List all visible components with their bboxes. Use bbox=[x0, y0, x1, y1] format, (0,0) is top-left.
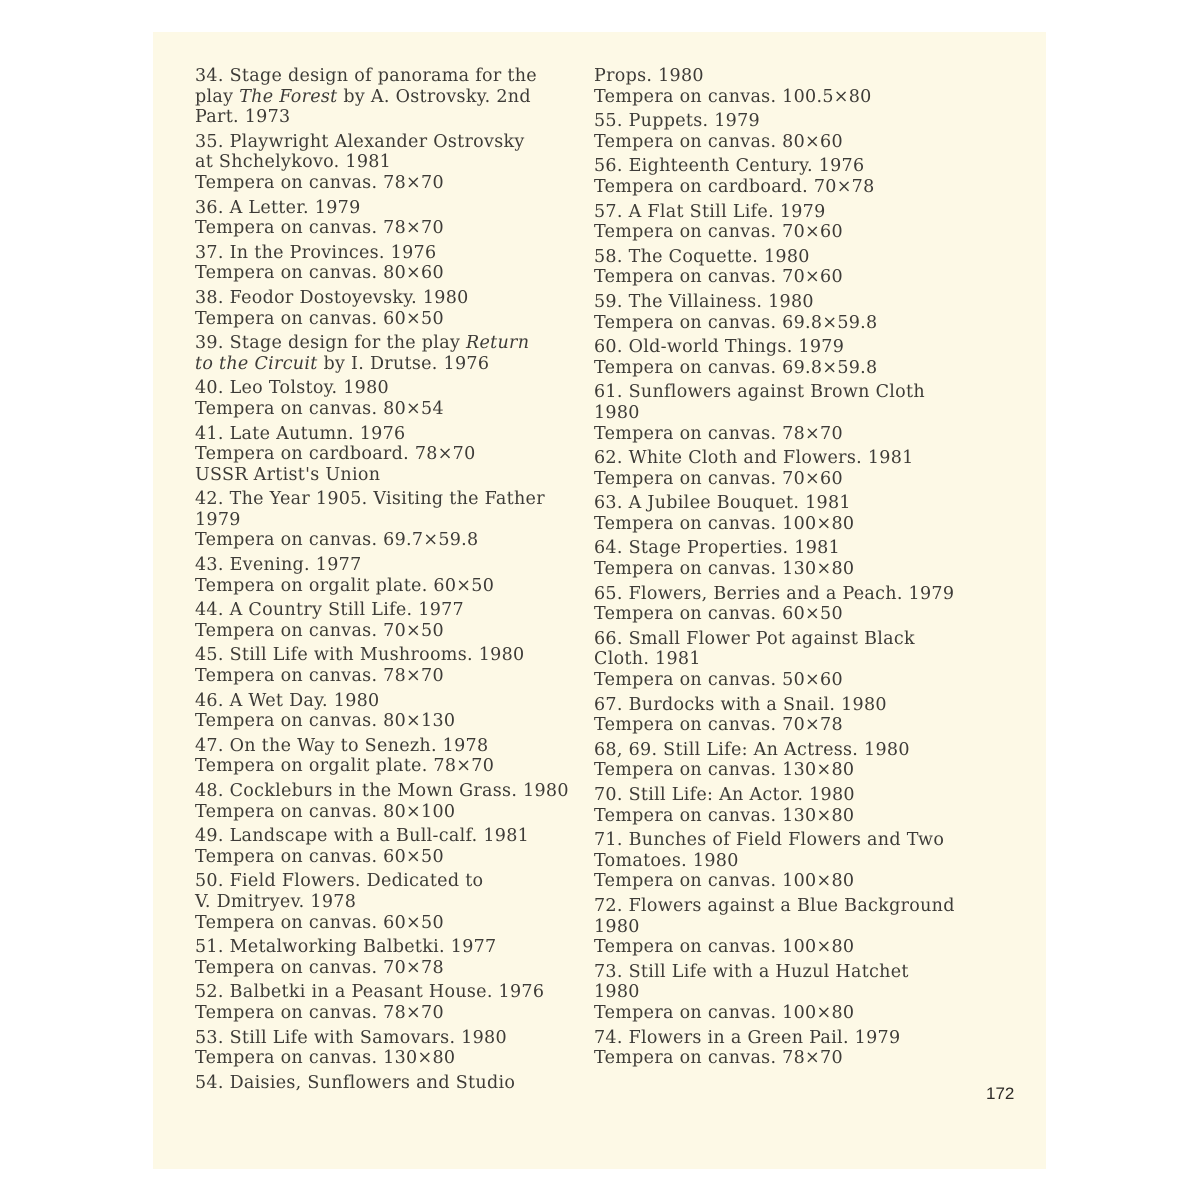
catalogue-entry bbox=[594, 66, 994, 107]
entry-medium: Tempera on canvas. 70×60 bbox=[594, 222, 843, 243]
catalogue-entry bbox=[195, 66, 585, 128]
entry-title: 74. Flowers in a Green Pail. 1979 bbox=[594, 1027, 901, 1048]
entry-title: 72. Flowers against a Blue Background 1980 bbox=[594, 895, 955, 937]
entry-medium: Tempera on canvas. 60×50 bbox=[195, 846, 444, 867]
entry-title: 45. Still Life with Mushrooms. 1980 bbox=[195, 645, 525, 666]
entry-medium: Tempera on canvas. 50×60 bbox=[594, 670, 843, 691]
entry-title: 70. Still Life: An Actor. 1980 bbox=[594, 785, 855, 805]
title-text: 34. Stage design of panorama for the play bbox=[195, 66, 537, 107]
entry-title: 35. Playwright Alexander Ostrovsky at Shchelykovo. 1981 bbox=[195, 131, 525, 173]
title-text: by A. Ostrovsky. 2nd Part. 1973 bbox=[195, 86, 531, 128]
catalogue-entry bbox=[594, 785, 994, 826]
entry-medium: Tempera on canvas. 69.8×59.8 bbox=[594, 357, 878, 378]
catalogue-entry bbox=[594, 538, 994, 579]
catalogue-entry bbox=[195, 378, 585, 419]
entry-title bbox=[195, 333, 585, 374]
entry-title: 36. A Letter. 1979 bbox=[195, 197, 361, 218]
entry-title: 37. In the Provinces. 1976 bbox=[195, 242, 437, 263]
entry-medium: Tempera on canvas. 100×80 bbox=[594, 513, 855, 534]
catalogue-page bbox=[153, 32, 1046, 1169]
catalogue-entry bbox=[594, 896, 994, 958]
entry-medium: Tempera on canvas. 70×60 bbox=[594, 468, 843, 489]
catalogue-entry bbox=[195, 982, 585, 1023]
entry-medium: Tempera on canvas. 80×54 bbox=[195, 398, 444, 419]
entry-title: 44. A Country Still Life. 1977 bbox=[195, 600, 464, 621]
entry-title: 40. Leo Tolstoy. 1980 bbox=[195, 378, 389, 399]
entry-medium: Tempera on canvas. 130×80 bbox=[594, 760, 855, 781]
entry-medium: Tempera on canvas. 60×50 bbox=[594, 604, 843, 625]
catalogue-entry bbox=[195, 1073, 585, 1094]
catalogue-entry bbox=[594, 740, 994, 781]
entry-title: 43. Evening. 1977 bbox=[195, 555, 362, 576]
catalogue-entry bbox=[594, 830, 994, 892]
entry-medium: Tempera on canvas. 78×70 bbox=[195, 172, 444, 193]
play-title: Return to the Circuit bbox=[195, 333, 530, 374]
title-text: by I. Drutse. 1976 bbox=[317, 353, 490, 374]
entry-title: 56. Eighteenth Century. 1976 bbox=[594, 156, 865, 177]
entry-medium: Tempera on canvas. 70×60 bbox=[594, 267, 843, 288]
catalogue-entry bbox=[594, 629, 994, 691]
entry-title: 60. Old-world Things. 1979 bbox=[594, 337, 845, 358]
entry-title: 59. The Villainess. 1980 bbox=[594, 291, 814, 312]
entry-title bbox=[195, 66, 585, 128]
entry-medium: Tempera on canvas. 70×78 bbox=[195, 957, 444, 978]
catalogue-entry bbox=[594, 111, 994, 152]
entry-medium: Tempera on orgalit plate. 60×50 bbox=[195, 575, 495, 596]
entry-title: Props. 1980 bbox=[594, 66, 704, 86]
entry-title: 46. A Wet Day. 1980 bbox=[195, 690, 380, 711]
entry-medium: Tempera on cardboard. 70×78 bbox=[594, 176, 875, 197]
catalogue-entry bbox=[594, 292, 994, 333]
entry-medium: Tempera on canvas. 100×80 bbox=[594, 871, 855, 892]
entry-title: 51. Metalworking Balbetki. 1977 bbox=[195, 937, 497, 958]
catalogue-entry bbox=[195, 243, 585, 284]
catalogue-entry bbox=[594, 247, 994, 288]
entry-title: 57. A Flat Still Life. 1979 bbox=[594, 201, 826, 222]
entry-title: 73. Still Life with a Huzul Hatchet 1980 bbox=[594, 961, 909, 1003]
entry-medium: Tempera on canvas. 130×80 bbox=[195, 1048, 456, 1069]
catalogue-entry bbox=[195, 132, 585, 194]
entry-medium: Tempera on canvas. 100×80 bbox=[594, 937, 855, 958]
catalogue-entry bbox=[195, 424, 585, 486]
entry-title: 65. Flowers, Berries and a Peach. 1979 bbox=[594, 583, 955, 604]
entry-title: 68, 69. Still Life: An Actress. 1980 bbox=[594, 739, 910, 760]
entry-medium: Tempera on canvas. 130×80 bbox=[594, 805, 855, 826]
entry-title: 49. Landscape with a Bull-calf. 1981 bbox=[195, 826, 530, 847]
entry-title: 48. Cockleburs in the Mown Grass. 1980 bbox=[195, 781, 569, 801]
catalogue-entry bbox=[195, 600, 585, 641]
catalogue-entry bbox=[195, 736, 585, 777]
entry-medium: Tempera on canvas. 80×60 bbox=[594, 131, 843, 152]
catalogue-entry bbox=[594, 448, 994, 489]
entry-title: 53. Still Life with Samovars. 1980 bbox=[195, 1027, 507, 1048]
entry-title: 38. Feodor Dostoyevsky. 1980 bbox=[195, 287, 469, 308]
catalogue-entry bbox=[594, 202, 994, 243]
catalogue-entry bbox=[594, 156, 994, 197]
catalogue-entry bbox=[594, 337, 994, 378]
catalogue-entry bbox=[594, 695, 994, 736]
entry-medium: Tempera on canvas. 80×60 bbox=[195, 263, 444, 284]
catalogue-entry bbox=[594, 584, 994, 625]
entry-medium: Tempera on canvas. 100.5×80 bbox=[594, 86, 872, 107]
entry-medium: Tempera on canvas. 70×50 bbox=[195, 620, 444, 641]
entry-title: 52. Balbetki in a Peasant House. 1976 bbox=[195, 982, 545, 1003]
catalogue-entry bbox=[594, 962, 994, 1024]
page-number: 172 bbox=[986, 1084, 1015, 1103]
entry-title: 50. Field Flowers. Dedicated to V. Dmitryev. 1978 bbox=[195, 871, 484, 912]
entry-medium: Tempera on canvas. 60×50 bbox=[195, 912, 444, 933]
entry-medium: Tempera on canvas. 70×78 bbox=[594, 715, 843, 736]
catalogue-entry bbox=[195, 333, 585, 374]
entry-medium: Tempera on canvas. 78×70 bbox=[195, 1002, 444, 1023]
entry-title: 41. Late Autumn. 1976 bbox=[195, 423, 406, 444]
entry-medium: Tempera on canvas. 78×70 bbox=[195, 218, 444, 239]
entry-title: 54. Daisies, Sunflowers and Studio bbox=[195, 1072, 516, 1093]
entry-medium: Tempera on canvas. 130×80 bbox=[594, 559, 855, 580]
entry-collection: USSR Artist's Union bbox=[195, 464, 381, 485]
entry-title: 58. The Coquette. 1980 bbox=[594, 246, 810, 267]
entry-title: 67. Burdocks with a Snail. 1980 bbox=[594, 694, 887, 715]
catalogue-entry bbox=[195, 555, 585, 596]
entry-title: 47. On the Way to Senezh. 1978 bbox=[195, 735, 489, 756]
entry-medium: Tempera on canvas. 78×70 bbox=[594, 423, 843, 444]
catalogue-entry bbox=[594, 382, 994, 444]
entry-medium: Tempera on canvas. 78×70 bbox=[195, 666, 444, 687]
left-column bbox=[195, 66, 585, 1097]
entry-title: 62. White Cloth and Flowers. 1981 bbox=[594, 448, 914, 469]
catalogue-entry bbox=[594, 493, 994, 534]
entry-medium: Tempera on canvas. 78×70 bbox=[594, 1048, 843, 1069]
right-column bbox=[594, 66, 994, 1073]
entry-title: 71. Bunches of Field Flowers and Two Tomatoes. 1980 bbox=[594, 830, 945, 871]
entry-medium: Tempera on canvas. 69.8×59.8 bbox=[594, 312, 878, 333]
entry-title: 42. The Year 1905. Visiting the Father 1979 bbox=[195, 489, 545, 530]
entry-title: 63. A Jubilee Bouquet. 1981 bbox=[594, 493, 851, 514]
entry-medium: Tempera on canvas. 100×80 bbox=[594, 1002, 855, 1023]
entry-medium: Tempera on cardboard. 78×70 bbox=[195, 444, 476, 465]
play-title: The Forest bbox=[239, 86, 338, 107]
catalogue-entry bbox=[195, 826, 585, 867]
catalogue-entry bbox=[195, 645, 585, 686]
catalogue-entry bbox=[195, 871, 585, 933]
entry-medium: Tempera on canvas. 80×130 bbox=[195, 711, 456, 732]
entry-title: 64. Stage Properties. 1981 bbox=[594, 538, 840, 559]
catalogue-entry bbox=[195, 1028, 585, 1069]
entry-title: 55. Puppets. 1979 bbox=[594, 111, 760, 132]
catalogue-entry bbox=[195, 937, 585, 978]
entry-title: 61. Sunflowers against Brown Cloth 1980 bbox=[594, 382, 925, 423]
entry-medium: Tempera on canvas. 69.7×59.8 bbox=[195, 530, 479, 551]
entry-medium: Tempera on canvas. 80×100 bbox=[195, 801, 456, 822]
entry-medium: Tempera on orgalit plate. 78×70 bbox=[195, 756, 495, 777]
title-text: 39. Stage design for the play bbox=[195, 333, 466, 354]
catalogue-entry bbox=[195, 489, 585, 551]
catalogue-entry bbox=[195, 691, 585, 732]
entry-medium: Tempera on canvas. 60×50 bbox=[195, 308, 444, 329]
catalogue-entry bbox=[195, 288, 585, 329]
catalogue-entry bbox=[195, 198, 585, 239]
catalogue-entry bbox=[195, 781, 585, 822]
entry-title: 66. Small Flower Pot against Black Cloth. 1981 bbox=[594, 628, 915, 670]
catalogue-entry bbox=[594, 1028, 994, 1069]
